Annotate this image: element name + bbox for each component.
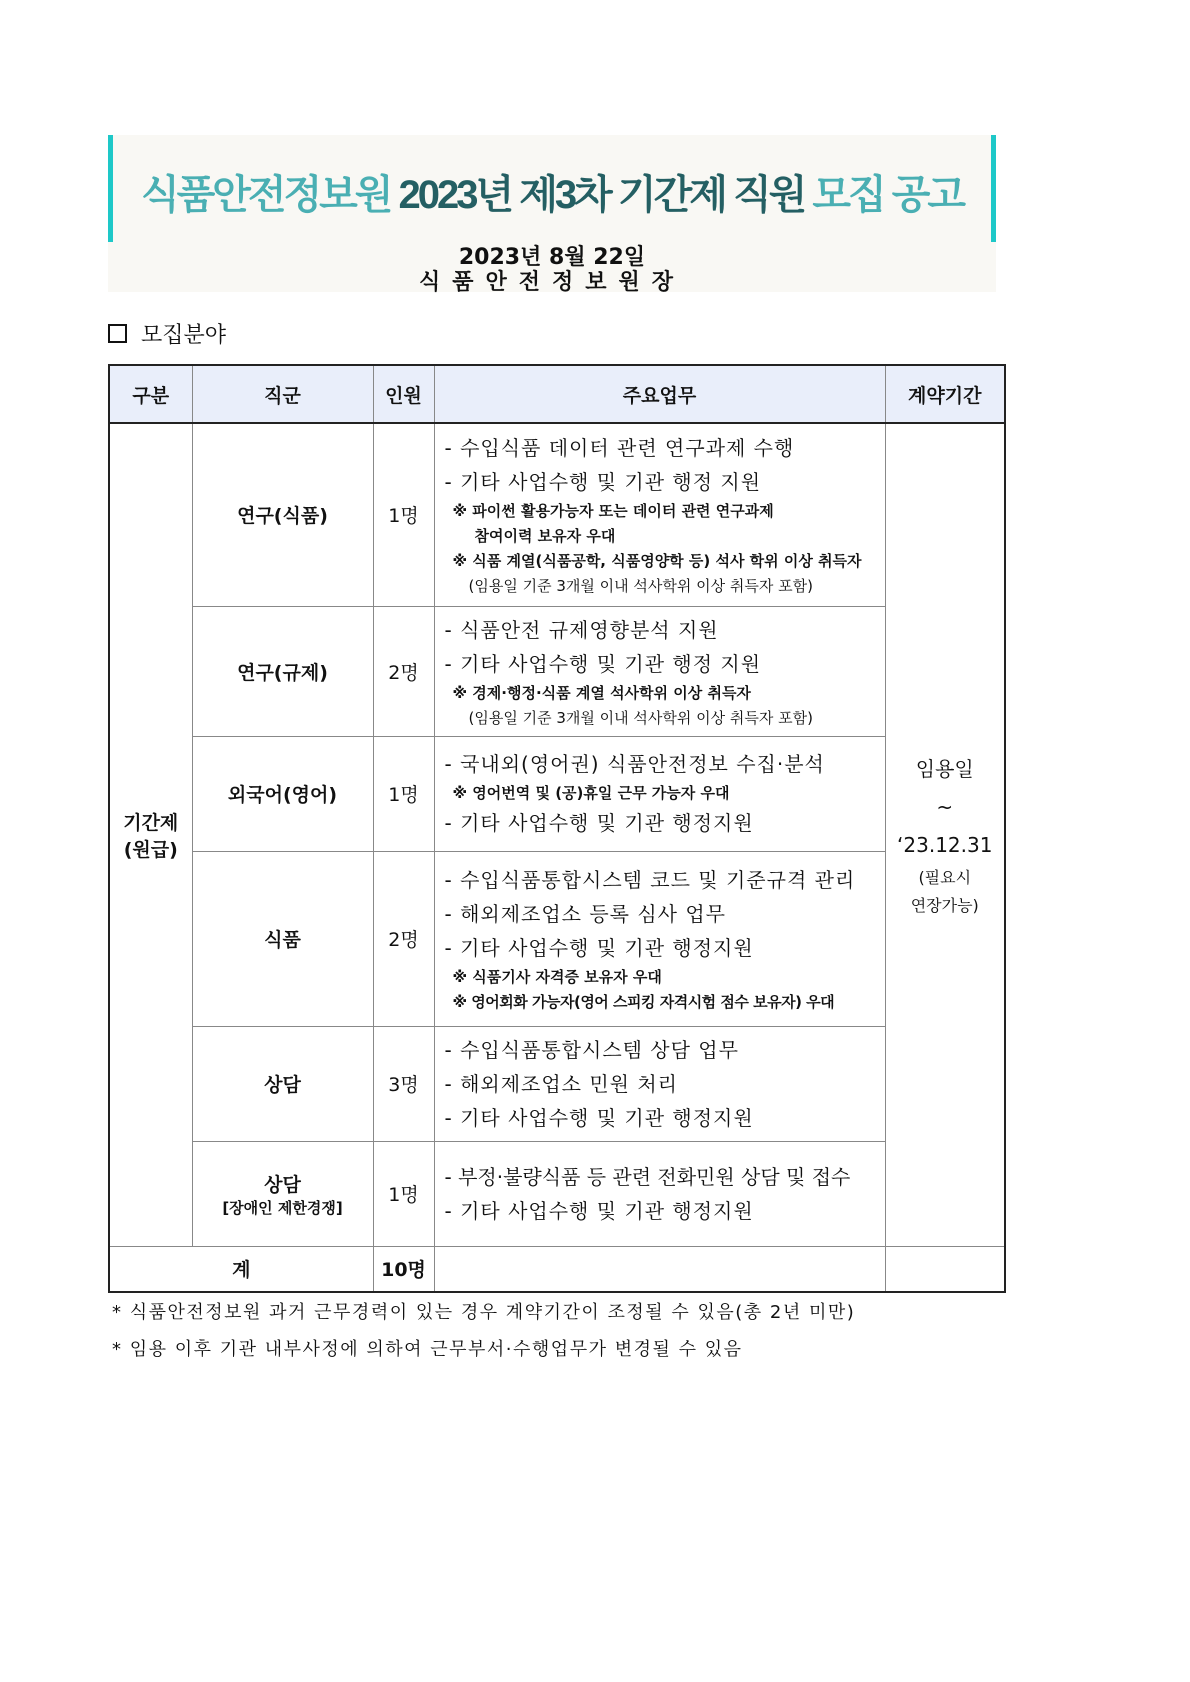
announcement-date: 2023년 8월 22일: [458, 245, 646, 270]
duty-item: - 해외제조업소 등록 심사 업무: [444, 901, 726, 926]
note: ※ 식품 계열(식품공학, 식품영양학 등) 석사 학위 이상 취득자: [452, 552, 862, 571]
count-cell: 2명: [373, 851, 434, 1026]
title-banner: [108, 135, 996, 295]
note-sub: (임용일 기준 3개월 이내 석사학위 이상 취득자 포함): [468, 708, 813, 727]
duty-item: - 식품안전 규제영향분석 지원: [444, 617, 719, 642]
section-label: 모집분야: [141, 323, 227, 348]
contract-start: 임용일: [915, 756, 974, 781]
duties-cell: [434, 1026, 885, 1141]
contract-end: ‘23.12.31: [897, 832, 993, 857]
total-row: [109, 1246, 1005, 1292]
table-row: [109, 606, 1005, 736]
duty-item: - 기타 사업수행 및 기관 행정지원: [444, 1105, 754, 1130]
title-main: 2023년 제3차 기간제 직원: [398, 173, 805, 217]
table-row: [109, 736, 1005, 851]
contract-note: (필요시: [918, 867, 972, 887]
duty-item: - 부정·불량식품 등 관련 전화민원 상담 및 접수: [444, 1164, 851, 1189]
category-cell: 기간제 (원급): [109, 423, 192, 1246]
table-row: [109, 423, 1005, 606]
group-cell: 상담: [192, 1026, 373, 1141]
duties-cell: [434, 851, 885, 1026]
recruitment-table: [108, 364, 1006, 1293]
group-sublabel: [장애인 제한경쟁]: [222, 1198, 343, 1217]
duty-item: - 수입식품통합시스템 상담 업무: [444, 1037, 739, 1062]
table-row: [109, 1026, 1005, 1141]
note: ※ 경제·행정·식품 계열 석사학위 이상 취득자: [452, 683, 751, 702]
note-sub: (임용일 기준 3개월 이내 석사학위 이상 취득자 포함): [468, 577, 813, 596]
duty-item: - 수입식품통합시스템 코드 및 기준규격 관리: [444, 867, 856, 892]
count-cell: 1명: [373, 736, 434, 851]
count-cell: 1명: [373, 423, 434, 606]
section-heading: [108, 318, 226, 349]
header-group: 직군: [192, 365, 373, 423]
page-title: [108, 163, 996, 220]
duty-item: - 기타 사업수행 및 기관 행정지원: [444, 1198, 754, 1223]
title-end: 모집 공고: [812, 173, 964, 217]
count-cell: 1명: [373, 1141, 434, 1246]
contract-note: 연장가능): [910, 895, 979, 915]
duty-item: - 국내외(영어권) 식품안전정보 수집·분석: [444, 752, 825, 776]
contract-tilde: ~: [936, 794, 954, 819]
note: ※ 영어번역 및 (공)휴일 근무 가능자 우대: [452, 784, 730, 802]
note: ※ 영어회화 가능자(영어 스피킹 자격시험 점수 보유자) 우대: [452, 992, 835, 1011]
duties-cell: [434, 606, 885, 736]
duty-item: - 기타 사업수행 및 기관 행정지원: [444, 935, 754, 960]
checkbox-icon: [108, 324, 127, 343]
title-org: 식품안전정보원: [140, 173, 391, 217]
table-row: [109, 851, 1005, 1026]
table-header: [109, 365, 1005, 423]
note: 참여이력 보유자 우대: [474, 527, 616, 546]
count-cell: 3명: [373, 1026, 434, 1141]
note: ※ 식품기사 자격증 보유자 우대: [452, 967, 662, 986]
duties-cell: [434, 1141, 885, 1246]
count-cell: 2명: [373, 606, 434, 736]
duties-cell: [434, 736, 885, 851]
empty-cell: [885, 1246, 1005, 1292]
duty-item: - 해외제조업소 민원 처리: [444, 1071, 678, 1096]
group-cell: 식품: [192, 851, 373, 1026]
header-duties: 주요업무: [434, 365, 885, 423]
group-label: 상담: [264, 1173, 301, 1196]
footnote: * 식품안전정보원 과거 근무경력이 있는 경우 계약기간이 조정될 수 있음(총 2년 미만): [112, 1302, 856, 1323]
total-count: 10명: [373, 1246, 434, 1292]
duty-item: - 기타 사업수행 및 기관 행정지원: [444, 811, 754, 835]
group-cell: 연구(규제): [192, 606, 373, 736]
issuer: 식품안전정보원장: [418, 270, 686, 295]
duty-item: - 기타 사업수행 및 기관 행정 지원: [444, 651, 762, 676]
empty-cell: [434, 1246, 885, 1292]
header-contract: 계약기간: [885, 365, 1005, 423]
header-count: 인원: [373, 365, 434, 423]
duty-item: - 기타 사업수행 및 기관 행정 지원: [444, 470, 762, 495]
contract-cell: [885, 423, 1005, 1246]
header-category: 구분: [109, 365, 192, 423]
group-cell: 외국어(영어): [192, 736, 373, 851]
note: ※ 파이썬 활용가능자 또는 데이터 관련 연구과제: [452, 502, 774, 521]
table-row: [109, 1141, 1005, 1246]
footnote: * 임용 이후 기관 내부사정에 의하여 근무부서·수행업무가 변경될 수 있음: [112, 1339, 743, 1360]
duty-item: - 수입식품 데이터 관련 연구과제 수행: [444, 436, 795, 461]
total-label: 계: [109, 1246, 373, 1292]
duties-cell: [434, 423, 885, 606]
group-cell: 연구(식품): [192, 423, 373, 606]
group-cell: [192, 1141, 373, 1246]
